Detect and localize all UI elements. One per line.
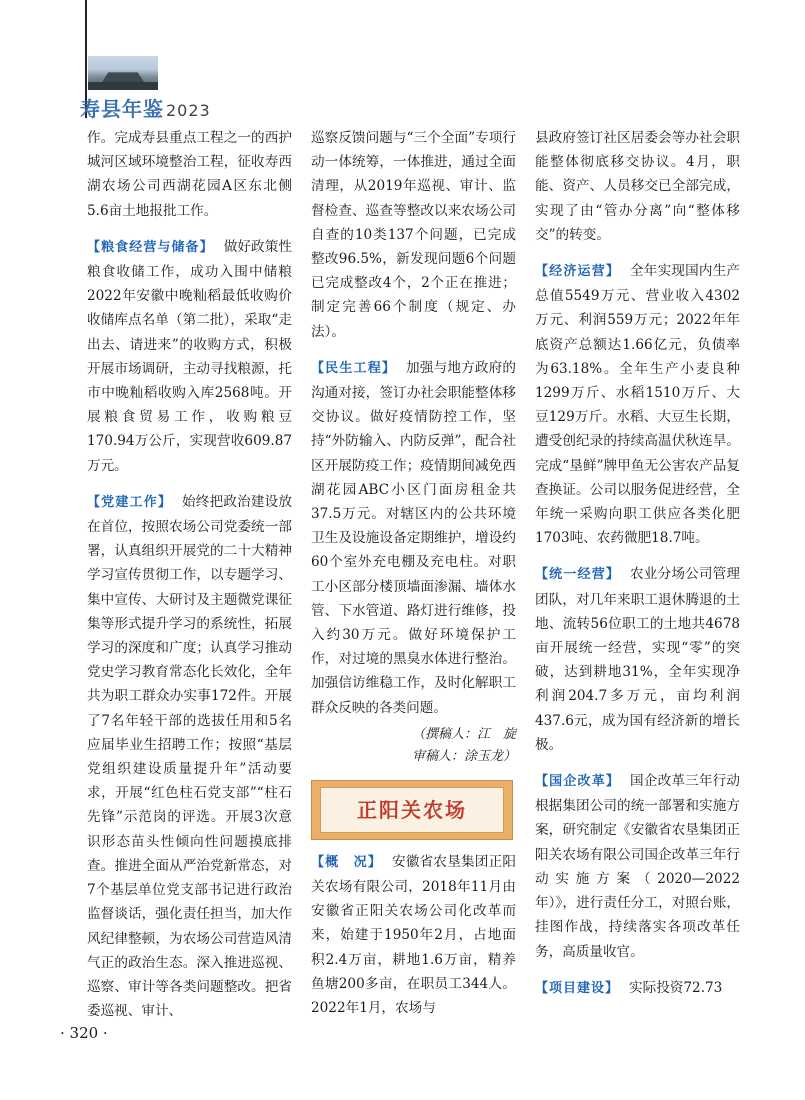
logo-text: 寿县年鉴 (80, 97, 164, 121)
section-tag: 【国企改革】 (535, 774, 621, 790)
paragraph-text: 全年实现国内生产总值5549万元、营业收入4302万元、利润559万元；2022年年底资产总额达1.66亿元，负债率为63.18%。全年生产小麦良种1299万斤、水稻1510万斤、大豆129万斤。水稻、大豆生长期，遭受创纪录的持续高温伏秋连旱。完成“垦鲜”牌甲鱼无公害农产品复查换证。公司以服务促进经营，全年统一采购向职工供应各类化肥1703吨、农药微肥18.7吨。 (535, 263, 740, 547)
section-tag: 【民生工程】 (311, 360, 397, 376)
paragraph-text: 巡察反馈问题与“三个全面”专项行动一体统筹，一体推进，通过全面清理，从2019年巡视、审计、监督检查、巡查等整改以来农场公司自查的10类137个问题，已完成整改96.5%，新发现问题6个问题已完成整改4个，2个正在推进；制定完善66个制度（规定、办法）。 (311, 130, 516, 340)
paragraph (87, 126, 292, 223)
section-tag: 【统一经营】 (535, 567, 621, 583)
paragraph-text: 县政府签订社区居委会等办社会职能整体彻底移交协议。4月，职能、资产、人员移交已全部完成，实现了由“管办分离”向“整体移交”的转变。 (535, 130, 740, 243)
section-tag: 【党建工作】 (87, 494, 173, 510)
paragraph-text: 做好政策性粮食收储工作，成功入围中储粮2022年安徽中晚籼稻最低收购价收储库点名单（第二批），采取“走出去、请进来”的收购方式，积极开展市场调研，主动寻找粮源，托市中晚籼稻收购入库2568吨。开展粮食贸易工作，收购粮豆170.94万公斤，实现营收609.87万元。 (87, 238, 292, 474)
yearbook-logo (80, 93, 211, 122)
section-tag: 【粮食经营与储备】 (87, 239, 214, 255)
section-tag: 【项目建设】 (535, 980, 620, 996)
paragraph (311, 126, 516, 344)
column-1 (87, 126, 292, 1023)
section-title: 正阳关农场 (320, 787, 504, 833)
credit-writer: （撰稿人：江 旋 (411, 726, 516, 742)
paragraph (87, 235, 292, 478)
author-credit (311, 724, 516, 768)
paragraph-text: 加强与地方政府的沟通对接，签订办社会职能整体移交协议。做好疫情防控工作，坚持“外防输入、内防反弹”，配合社区开展防疫工作；疫情期间减免西湖花园ABC小区门面房租金共37.5万元。对辖区内的公共环境卫生及设施设备定期维护，增设约60个室外充电棚及充电柱。对职工小区部分楼顶墙面渗漏、墙体水管、下水管道、路灯进行维修，投入约30万元。做好环境保护工作，对过境的黑臭水体进行整治。加强信访维稳工作，及时化解职工群众反映的各类问题。 (311, 359, 516, 716)
paragraph (535, 769, 740, 964)
paragraph-text: 安徽省农垦集团正阳关农场有限公司，2018年11月由安徽省正阳关农场公司化改革而来，始建于1950年2月，占地面积2.4万亩，耕地1.6万亩，精养鱼塘200多亩，在职员工344人。2022年1月，农场与 (311, 853, 516, 1017)
gate-tower-shape (102, 70, 144, 82)
paragraph (311, 850, 516, 1020)
paragraph-text: 农业分场公司管理团队，对几年来职工退休腾退的土地、流转56位职工的土地共4678亩开展统一经营，实现“零”的突破，达到耕地31%，全年实现净利润204.7多万元，亩均利润437.6元，成为国有经济新的增长极。 (535, 566, 740, 753)
paragraph (311, 356, 516, 720)
column-2 (311, 126, 516, 1020)
paragraph (535, 126, 740, 247)
page-number: · 320 · (60, 1024, 108, 1042)
paragraph (535, 976, 740, 1001)
paragraph (87, 490, 292, 1023)
credit-reviewer: 审稿人：涂玉龙） (411, 748, 516, 764)
logo-year: 2023 (166, 101, 211, 120)
paragraph-text: 实际投资72.73 (629, 979, 723, 996)
page-header (0, 0, 805, 120)
paragraph-text: 始终把政治建设放在首位，按照农场公司党委统一部署，认真组织开展党的二十大精神学习宣传贯彻工作，以专题学习、集中宣传、大研讨及主题微党课征集等形式提升学习的系统性，拓展学习的深度和广度；认真学习推动党史学习教育常态化长效化，全年共为职工群众办实事172件。开展了7名年轻干部的选拔任用和5名应届毕业生招聘工作；按照“基层党组织建设质量提升年”活动要求，开展“红色柱石党支部”“柱石先锋”示范岗的评选。开展3次意识形态苗头性倾向性问题摸底排查。推进全面从严治党新常态，对7个基层单位党支部书记进行政治监督谈话，强化责任担当，加大作风纪律整顿，为农场公司营造风清气正的政治生态。深入推进巡视、巡察、审计等各类问题整改。把省委巡视、审计、 (87, 493, 292, 1020)
section-tag: 【经济运营】 (535, 264, 621, 280)
header-photo (88, 56, 158, 90)
column-3 (535, 126, 740, 1001)
wall-shape (88, 82, 158, 90)
section-title-box (311, 780, 513, 840)
paragraph-text: 作。完成寿县重点工程之一的西护城河区域环境整治工程，征收寿西湖农场公司西湖花园A区东北侧5.6亩土地报批工作。 (87, 130, 292, 219)
section-tag: 【概 况】 (311, 854, 383, 870)
paragraph (535, 259, 740, 550)
paragraph-text: 国企改革三年行动根据集团公司的统一部署和实施方案，研究制定《安徽省农垦集团正阳关农场有限公司国企改革三年行动实施方案（2020—2022年）》，进行责任分工，对照台账，挂图作战，持续落实各项改革任务，高质量收官。 (535, 773, 740, 960)
paragraph (535, 562, 740, 757)
